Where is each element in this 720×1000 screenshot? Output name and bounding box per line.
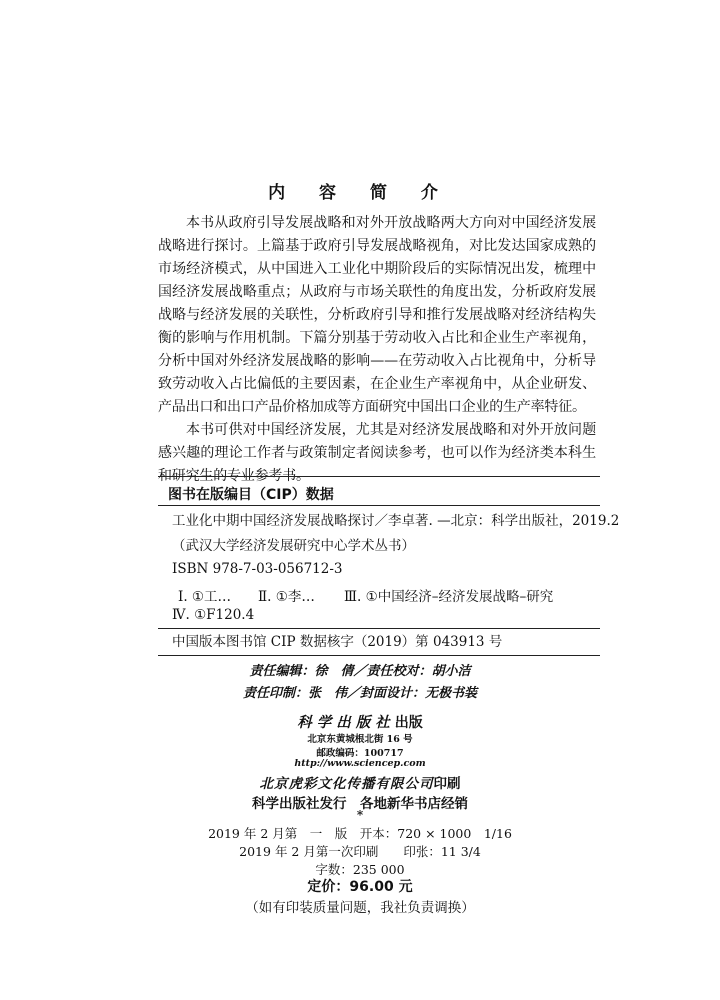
summary-paragraph-1: 本书从政府引导发展战略和对外开放战略两大方向对中国经济发展战略进行探讨。上篇基于政府引导发展战略视角，对比发达国家成熟的市场经济模式，从中国进入工业化中期阶段后的实际情况出发，梳理中国经济发展战略重点；从政府与市场关联性的角度出发，分析政府发展战略与经济发展的关联性，分析政府引导和推行发展战略对经济结构失衡的影响与作用机制。下篇分别基于劳动收入占比和企业生产率视角，分析中国对外经济发展战略的影响——在劳动收入占比视角中，分析导致劳动收入占比偏低的主要因素，在企业生产率视角中，从企业研发、产品出口和出口产品价格加成等方面研究中国出口企业的生产率特征。 xyxy=(158,215,596,415)
publisher-suffix: 出版 xyxy=(394,715,423,731)
cip-verify-number: 中国版本图书馆 CIP 数据核字（2019）第 043913 号 xyxy=(172,634,503,650)
cip-title-line: 工业化中期中国经济发展战略探讨／李卓著. —北京：科学出版社，2019.2 xyxy=(172,513,620,529)
cip-heading: 图书在版编目（CIP）数据 xyxy=(168,487,334,503)
distribution-line: 科学出版社发行 各地新华书店经销 xyxy=(252,796,468,812)
book-summary xyxy=(158,212,596,488)
printer-suffix: 印刷 xyxy=(433,776,461,792)
separator-star: * xyxy=(356,808,364,822)
cip-class-2: Ⅱ. ①李… xyxy=(258,589,315,605)
publisher-address: 北京东黄城根北街 16 号 xyxy=(307,734,413,745)
edition-line: 2019 年 2 月第 一 版 开本：720 × 1000 1/16 xyxy=(208,826,512,841)
publisher-postcode: 邮政编码：100717 xyxy=(316,748,404,759)
cip-classification-line xyxy=(178,588,608,606)
printer-line xyxy=(0,772,720,792)
cip-mid-rule xyxy=(158,628,600,629)
quality-notice: （如有印装质量问题，我社负责调换） xyxy=(245,900,475,916)
printing-line: 2019 年 2 月第一次印刷 印张：11 3/4 xyxy=(239,844,481,859)
cip-series-line: （武汉大学经济发展研究中心学术丛书） xyxy=(172,538,415,554)
page-title: 内 容 简 介 xyxy=(268,183,452,203)
wordcount-line: 字数：235 000 xyxy=(315,862,405,877)
cip-bottom-rule xyxy=(158,655,600,656)
credits-line-1: 责任编辑：徐 倩／责任校对：胡小洁 xyxy=(249,664,471,679)
printer-name: 北京虎彩文化传播有限公司 xyxy=(259,776,434,792)
publisher-website: http://www.sciencep.com xyxy=(294,758,426,769)
price-line: 定价：96.00 元 xyxy=(307,879,413,895)
credits-line-2: 责任印制：张 伟／封面设计：无极书装 xyxy=(242,686,477,701)
cip-class-1: Ⅰ. ①工… xyxy=(178,589,232,605)
cip-class-3: Ⅲ. ①中国经济–经济发展战略–研究 xyxy=(344,589,554,605)
cip-isbn: ISBN 978-7-03-056712-3 xyxy=(172,561,343,577)
cip-class-4: Ⅳ. ①F120.4 xyxy=(172,607,255,623)
cip-heading-rule xyxy=(158,505,600,506)
cip-top-rule xyxy=(158,476,600,477)
publisher-line xyxy=(0,711,720,732)
publisher-name: 科学出版社 xyxy=(297,714,395,731)
summary-paragraph-2: 本书可供对中国经济发展，尤其是对经济发展战略和对外开放问题感兴趣的理论工作者与政策制定者阅读参考，也可以作为经济类本科生和研究生的专业参考书。 xyxy=(158,422,596,484)
